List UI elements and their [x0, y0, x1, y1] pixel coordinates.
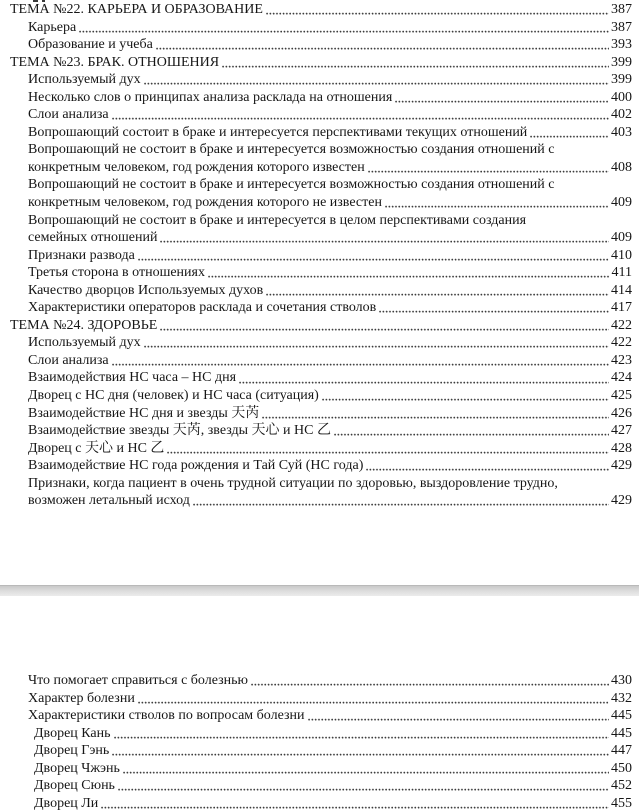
toc-page-number[interactable]: 455: [611, 795, 632, 811]
toc-entry-title[interactable]: Признаки развода: [28, 247, 135, 263]
toc-entry-title[interactable]: Признаки, когда пациент в очень трудной ситуации по здоровью, выздоровление трудно,: [28, 475, 558, 491]
toc-row: [0, 124, 639, 142]
toc-entry-title[interactable]: Дворец Гэнь: [34, 743, 110, 759]
toc-entry-title[interactable]: Качество дворцов Используемых духов: [28, 282, 264, 298]
toc-entry-title[interactable]: ТЕМА №24. ЗДОРОВЬЕ: [10, 317, 158, 333]
dot-leader: [112, 753, 609, 756]
toc-entry-title[interactable]: Вопрошающий не состоит в браке и интересуется в целом перспективами создания: [28, 212, 527, 228]
toc-entry-title[interactable]: Дворец Чжэнь: [34, 760, 120, 776]
toc-row: [0, 229, 639, 247]
dot-leader: [144, 345, 609, 348]
dot-leader: [79, 30, 609, 33]
toc-row: [0, 422, 639, 440]
dot-leader: [368, 170, 609, 173]
toc-entry-title[interactable]: Слои анализа: [28, 352, 109, 368]
dot-leader: [366, 468, 609, 471]
toc-row: [0, 742, 639, 760]
toc-page-number[interactable]: 411: [611, 265, 632, 281]
dot-leader: [144, 82, 609, 85]
dot-leader: [118, 788, 609, 791]
toc-page-number[interactable]: 403: [611, 124, 632, 140]
toc-entry-title[interactable]: ТЕМА №22. КАРЬЕРА И ОБРАЗОВАНИЕ: [10, 2, 263, 17]
toc-row: [0, 36, 639, 54]
dot-leader: [138, 258, 609, 261]
dot-leader: [239, 381, 609, 384]
toc-page-number[interactable]: 450: [611, 760, 632, 776]
dot-leader: [322, 398, 609, 401]
toc-row: [0, 194, 639, 212]
toc-page-number[interactable]: 400: [611, 89, 632, 105]
toc-entry-title[interactable]: конкретным человеком, год рождения которого известен: [28, 159, 365, 175]
dot-leader: [251, 683, 609, 686]
toc-page-number[interactable]: 410: [611, 247, 632, 263]
toc-entry-title[interactable]: Третья сторона в отношениях: [28, 265, 205, 281]
dot-leader: [379, 310, 609, 313]
toc-page-number[interactable]: 422: [611, 335, 632, 351]
toc-entry-title[interactable]: Используемый дух: [28, 72, 141, 88]
toc-row: [0, 19, 639, 37]
toc-row: [0, 1, 639, 19]
document-page-2: [0, 596, 639, 811]
toc-row: [0, 672, 639, 690]
toc-entry-title[interactable]: Вопрошающий состоит в браке и интересуется перспективами текущих отношений: [28, 124, 528, 140]
toc-page-number[interactable]: 387: [611, 19, 632, 35]
dot-leader: [193, 503, 609, 506]
toc-page-number[interactable]: 408: [611, 159, 632, 175]
toc-entry-title[interactable]: Характеристики операторов расклада и сочетания стволов: [28, 300, 377, 316]
toc-row: [0, 176, 639, 194]
toc-row: [0, 777, 639, 795]
toc-row: [0, 247, 639, 265]
toc-row: [0, 440, 639, 458]
toc-row: [0, 405, 639, 423]
toc-page-number[interactable]: 427: [611, 423, 632, 439]
toc-entry-title[interactable]: Взаимодействие НС дня и звезды 天芮: [28, 405, 260, 421]
toc-entry-title[interactable]: возможен летальный исход: [28, 493, 190, 509]
toc-row: [0, 369, 639, 387]
toc-page-number[interactable]: 452: [611, 778, 632, 794]
toc-entry-title[interactable]: Что помогает справиться с болезнью: [28, 673, 248, 688]
dot-leader: [308, 718, 610, 721]
toc-page-number[interactable]: 432: [611, 690, 632, 706]
dot-leader: [156, 47, 609, 50]
dot-leader: [266, 293, 609, 296]
dot-leader: [222, 65, 609, 68]
dot-leader: [114, 736, 609, 739]
toc-row: [0, 71, 639, 89]
toc-row: [0, 264, 639, 282]
toc-entry-title[interactable]: Взаимодействие звезды 天芮, звезды 天心 и НС 乙: [28, 423, 331, 439]
toc-entry-title[interactable]: Дворец Кань: [34, 725, 111, 741]
toc-entry-title[interactable]: Несколько слов о принципах анализа расклада на отношения: [28, 89, 393, 105]
dot-leader: [160, 240, 609, 243]
toc-page-number[interactable]: 429: [611, 458, 632, 474]
toc-row: [0, 106, 639, 124]
toc-row: [0, 299, 639, 317]
toc-row: [0, 317, 639, 335]
dot-leader: [160, 328, 609, 331]
toc-row: [0, 212, 639, 230]
dot-leader: [530, 135, 609, 138]
toc-row: [0, 457, 639, 475]
toc-entry-title[interactable]: семейных отношений: [28, 230, 158, 246]
dot-leader: [262, 416, 609, 419]
toc-entry-title[interactable]: конкретным человеком, год рождения которого не известен: [28, 195, 382, 211]
toc-row: [0, 282, 639, 300]
toc-entry-title[interactable]: Образование и учеба: [28, 37, 153, 53]
dot-leader: [334, 433, 609, 436]
toc-entry-title[interactable]: Слои анализа: [28, 107, 109, 123]
toc-page-number[interactable]: 430: [611, 673, 632, 688]
dot-leader: [395, 100, 609, 103]
toc-page-number[interactable]: 393: [611, 37, 632, 53]
toc-page-number[interactable]: 445: [611, 708, 632, 724]
dot-leader: [266, 12, 609, 15]
toc-page-number[interactable]: 424: [611, 370, 632, 386]
toc-row: [0, 89, 639, 107]
toc-entry-title[interactable]: Характеристики стволов по вопросам болезни: [28, 708, 305, 724]
toc-row: [0, 352, 639, 370]
toc-page-number[interactable]: 426: [611, 405, 632, 421]
dot-leader: [167, 451, 609, 454]
toc-entry-title[interactable]: Дворец Сюнь: [34, 778, 115, 794]
toc-page-number[interactable]: 387: [611, 2, 632, 17]
toc-page-number[interactable]: 399: [611, 54, 632, 70]
toc-page-number[interactable]: 417: [611, 300, 632, 316]
toc-row: [0, 492, 639, 510]
toc-entry-title[interactable]: Взаимодействия НС часа – НС дня: [28, 370, 237, 386]
toc-page-number[interactable]: 399: [611, 72, 632, 88]
toc-entry-title[interactable]: Используемый дух: [28, 335, 141, 351]
toc-entry-title[interactable]: Вопрошающий не состоит в браке и интересуется возможностью создания отношений с: [28, 177, 555, 193]
toc-row: [0, 760, 639, 778]
dot-leader: [385, 205, 609, 208]
toc-page-number[interactable]: 445: [611, 725, 632, 741]
toc-page-number[interactable]: 409: [611, 195, 632, 211]
dot-leader: [138, 701, 609, 704]
toc-entry-title[interactable]: Дворец с 天心 и НС 乙: [28, 440, 165, 456]
toc-entry-title[interactable]: Вопрошающий не состоит в браке и интересуется возможностью создания отношений с: [28, 142, 555, 158]
toc-row: [0, 334, 639, 352]
dot-leader: [101, 806, 609, 809]
toc-page-number[interactable]: 402: [611, 107, 632, 123]
toc-page-number[interactable]: 425: [611, 388, 632, 404]
toc-page-number[interactable]: 423: [611, 352, 632, 368]
toc-row: [0, 54, 639, 72]
toc-row: [0, 387, 639, 405]
toc-entry-title[interactable]: Дворец с НС дня (человек) и НС часа (ситуация): [28, 388, 319, 404]
toc-page-number[interactable]: 409: [611, 230, 632, 246]
toc-row: [0, 795, 639, 812]
toc-entry-title[interactable]: ТЕМА №23. БРАК. ОТНОШЕНИЯ: [10, 54, 220, 70]
dot-leader: [112, 363, 609, 366]
toc-page-number[interactable]: 429: [611, 493, 632, 509]
toc-entry-title[interactable]: Карьера: [28, 19, 77, 35]
toc-entry-title[interactable]: Дворец Ли: [34, 795, 99, 811]
toc-row: [0, 707, 639, 725]
toc-row: [0, 159, 639, 177]
toc-row: [0, 690, 639, 708]
dot-leader: [208, 275, 610, 278]
toc-row: [0, 475, 639, 493]
dot-leader: [123, 771, 609, 774]
toc-row: [0, 141, 639, 159]
toc-row: [0, 725, 639, 743]
toc-list-page-2: [0, 672, 639, 812]
toc-page-number[interactable]: 428: [611, 440, 632, 456]
toc-page-number[interactable]: 447: [611, 743, 632, 759]
toc-entry-title[interactable]: Взаимодействие НС года рождения и Тай Суй (НС года): [28, 458, 364, 474]
toc-page-number[interactable]: 414: [611, 282, 632, 298]
toc-list-page-1: [0, 1, 639, 510]
toc-entry-title[interactable]: Характер болезни: [28, 690, 135, 706]
toc-page-number[interactable]: 422: [611, 317, 632, 333]
dot-leader: [112, 117, 609, 120]
